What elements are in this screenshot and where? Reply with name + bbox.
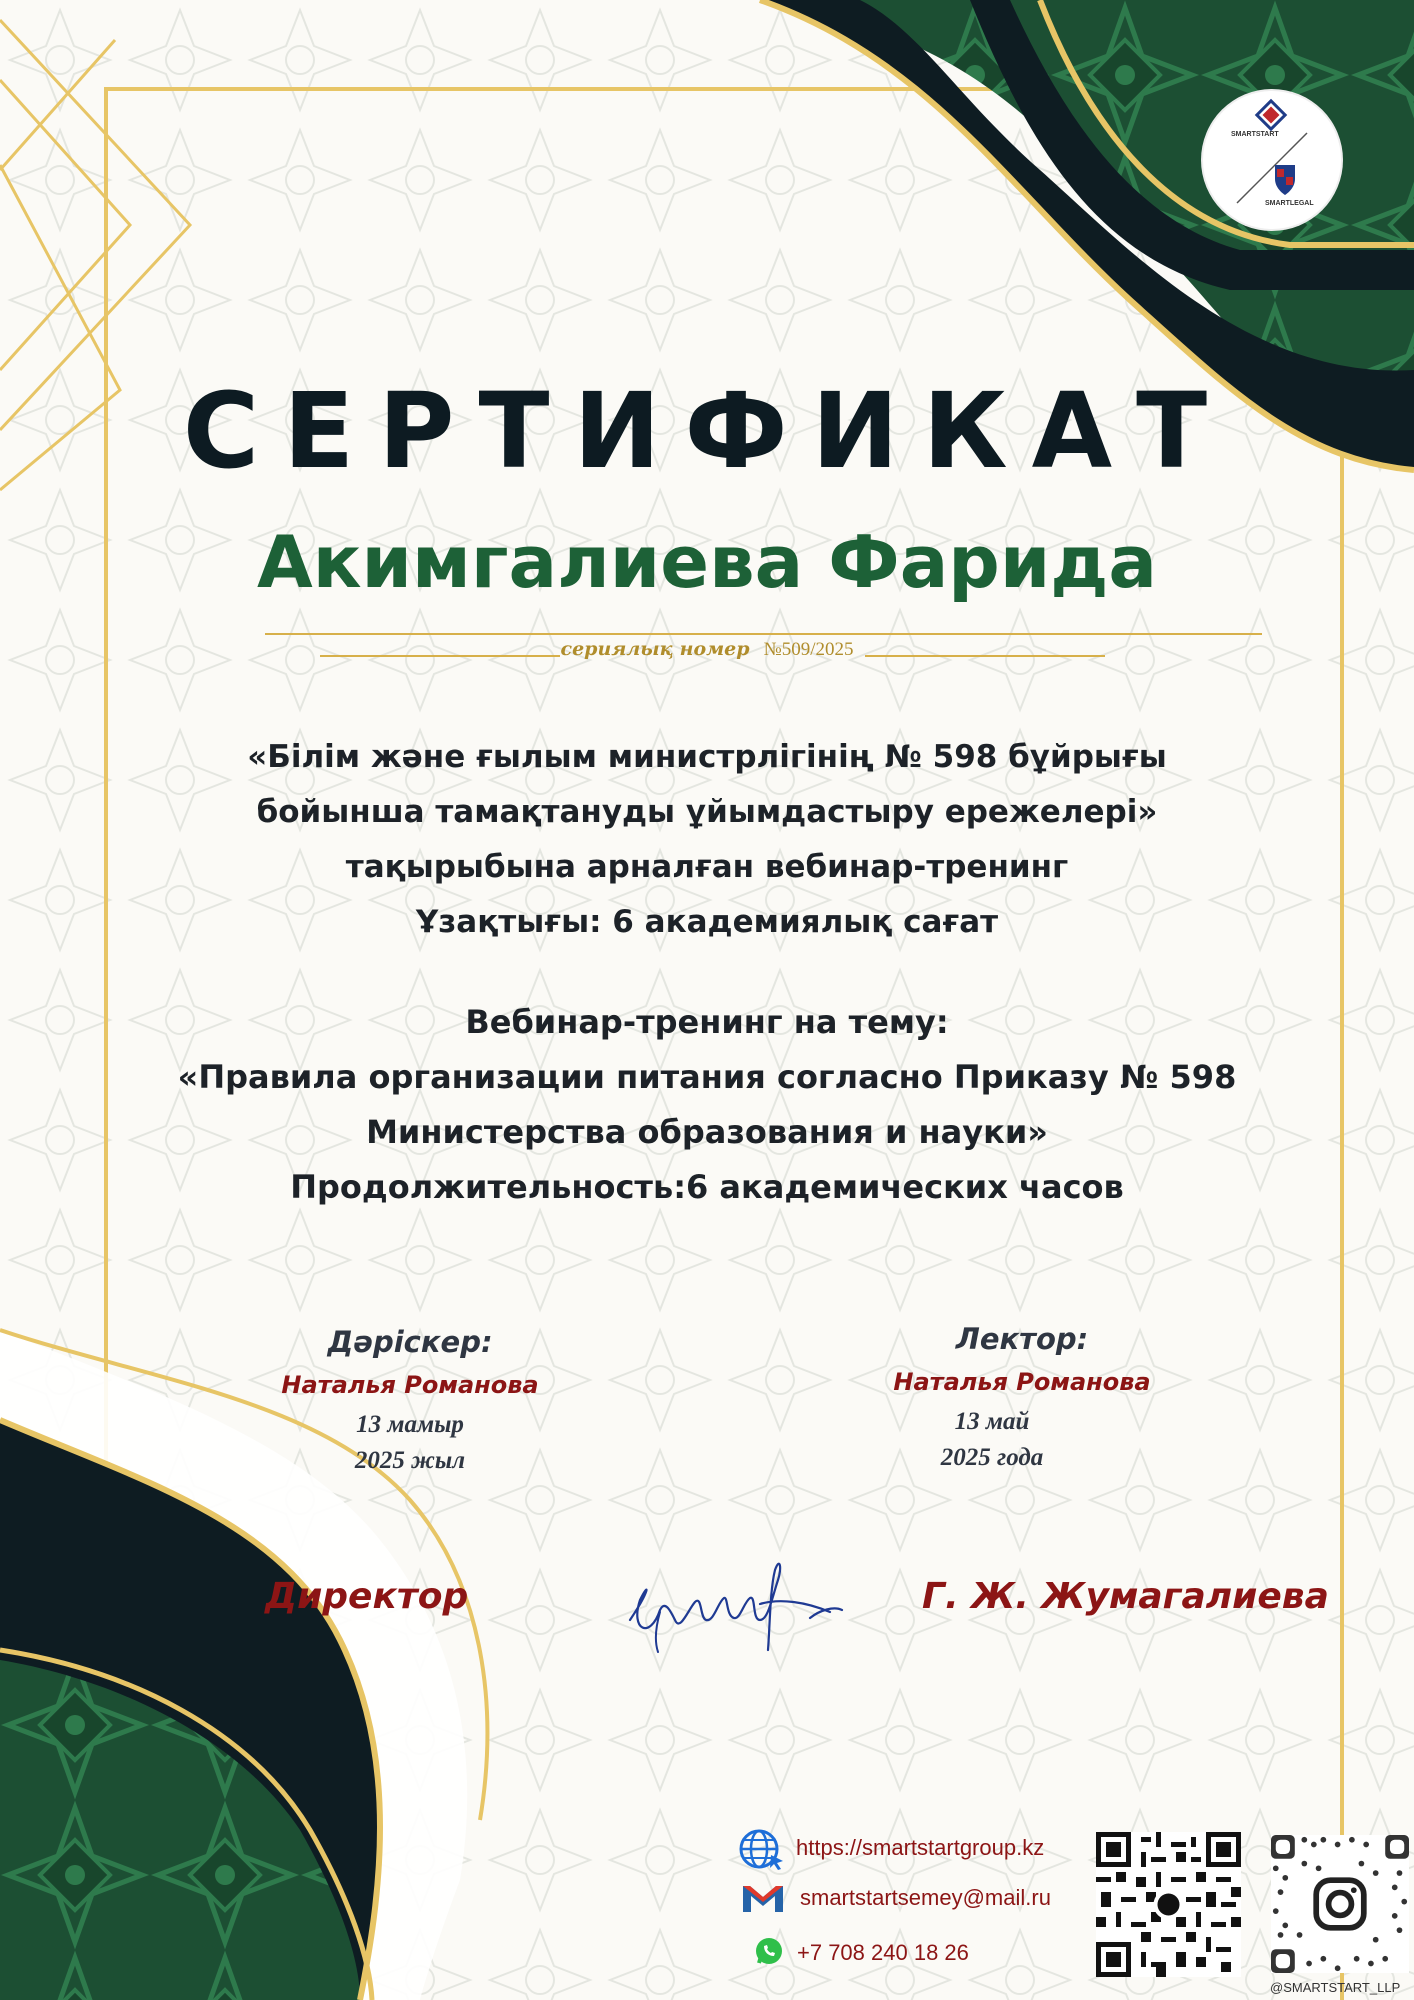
russian-line-2: «Правила организации питания согласно Приказу № 598 — [177, 1058, 1237, 1096]
russian-line-1: Вебинар-тренинг на тему: — [465, 1003, 949, 1041]
qr-code[interactable] — [1096, 1832, 1241, 1977]
kazakh-line-4: Ұзақтығы: 6 академиялық сағат — [415, 904, 999, 940]
certificate-title: СЕРТИФИКАТ — [182, 370, 1232, 492]
company-logo — [1203, 91, 1341, 229]
lecturer-kz-heading: Дәріскер: — [327, 1325, 493, 1359]
kazakh-line-1: «Білім және ғылым министрлігінің № 598 бұйрығы — [247, 739, 1167, 775]
russian-description — [0, 995, 1414, 1215]
logo-top-text: SMARTSTART — [1231, 131, 1279, 138]
lecturer-ru-heading: Лектор: — [955, 1322, 1089, 1356]
globe-icon — [737, 1827, 787, 1871]
director-title: Директор — [265, 1576, 469, 1617]
lecturer-kz-block — [230, 1325, 590, 1479]
kazakh-line-3: тақырыбына арналған вебинар-тренинг — [345, 849, 1069, 885]
director-name: Г. Ж. Жумагалиева — [922, 1576, 1329, 1617]
phone-number[interactable]: +7 708 240 18 26 — [797, 1940, 969, 1965]
russian-line-4: Продолжительность:6 академических часов — [290, 1168, 1124, 1206]
website-link[interactable]: https://smartstartgroup.kz — [796, 1835, 1045, 1860]
email-link[interactable]: smartstartsemey@mail.ru — [800, 1885, 1051, 1910]
recipient-name: Акимгалиева Фарида — [256, 520, 1158, 604]
mail-icon — [740, 1882, 786, 1916]
kazakh-description — [0, 730, 1414, 950]
lecturer-ru-name: Наталья Романова — [893, 1368, 1151, 1396]
russian-line-3: Министерства образования и науки» — [366, 1113, 1048, 1151]
serial-number: №509/2025 — [763, 639, 854, 660]
serial-line — [0, 638, 1414, 661]
logo-emblem-icon — [1203, 91, 1341, 229]
lecturer-kz-date-2: 2025 жыл — [354, 1447, 466, 1474]
whatsapp-icon — [754, 1936, 784, 1966]
instagram-handle: @SMARTSTART_LLP — [1270, 1980, 1401, 1995]
serial-label: сериялық номер — [560, 638, 750, 660]
signature — [610, 1540, 850, 1670]
logo-bottom-text: SMARTLEGAL — [1265, 200, 1314, 207]
lecturer-kz-name: Наталья Романова — [281, 1371, 539, 1399]
kazakh-line-2: бойынша тамақтануды ұйымдастыру ережелері» — [256, 794, 1158, 830]
lecturer-kz-date-1: 13 мамыр — [356, 1411, 464, 1438]
lecturer-ru-date-2: 2025 года — [940, 1444, 1044, 1471]
lecturer-ru-block — [842, 1322, 1202, 1476]
instagram-qr-code[interactable] — [1271, 1835, 1409, 1973]
lecturer-ru-date-1: 13 май — [954, 1408, 1030, 1435]
